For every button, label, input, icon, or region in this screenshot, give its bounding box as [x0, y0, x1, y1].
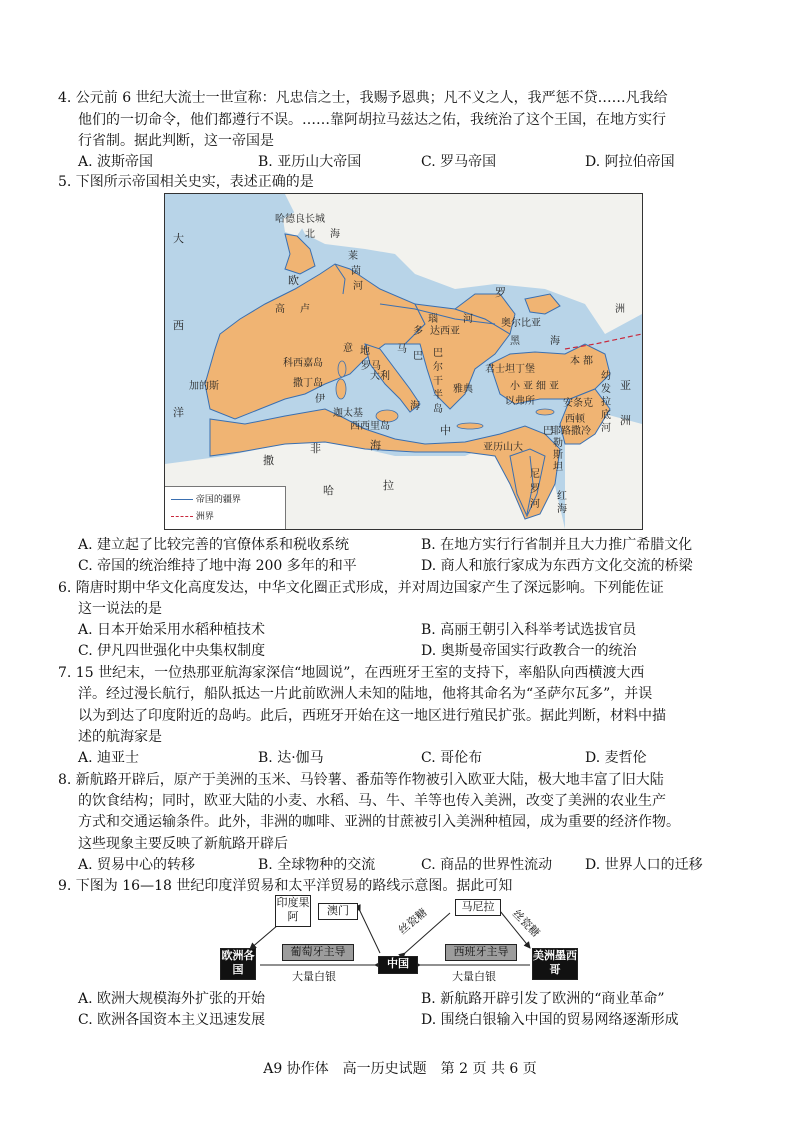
- map-label-ephesus: 以弗所: [505, 396, 535, 407]
- manila-box: 马尼拉: [455, 899, 501, 916]
- legend-continent-border: [171, 509, 214, 522]
- arrow-india-to-europe: [250, 925, 278, 949]
- q7-line-3: 以为到达了印度附近的岛屿。此后，西班牙开始在这一地区进行殖民扩张。据此判断，材料中描: [78, 708, 666, 724]
- map-label-nile-2: 罗: [530, 484, 540, 495]
- map-label-sidon: 西顿: [565, 414, 585, 425]
- q5-stem: 5. 下图所示帝国相关史实，表述正确的是: [58, 174, 314, 190]
- map-label-medit-3: 地: [360, 346, 370, 357]
- map-label-italy-1: 意: [343, 343, 353, 354]
- map-drawing: [165, 194, 642, 529]
- map-label-rhine-3: 河: [353, 281, 363, 292]
- map-label-euphrates-4: 底: [601, 410, 611, 421]
- q8-option-d: D. 世界人口的迁移: [585, 857, 703, 873]
- q7-option-b: B. 达·伽马: [258, 750, 324, 766]
- map-label-jerusalem: 耶路撒冷: [551, 426, 591, 437]
- map-label-asia-minor-4: 亚: [549, 381, 559, 392]
- q5-option-d: D. 商人和旅行家成为东西方文化交流的桥梁: [421, 558, 693, 574]
- map-label-palestine-4: 坦: [553, 462, 563, 473]
- q5-option-c: C. 帝国的统治维持了地中海 200 多年的和平: [78, 558, 357, 574]
- map-label-balkan-3: 干: [433, 376, 443, 387]
- map-label-euphrates-3: 拉: [601, 397, 611, 408]
- map-label-rome: 罗马: [361, 361, 381, 372]
- map-label-atlantic-1: 大: [173, 232, 184, 245]
- map-label-europe: 欧: [288, 274, 299, 287]
- map-label-sahara-1: 撒: [263, 454, 274, 467]
- map-label-asia-minor-3: 细: [536, 381, 546, 392]
- map-label-balkan-5: 岛: [433, 404, 443, 415]
- map-label-palestine-1: 巴: [543, 426, 553, 437]
- corsica-island: [338, 361, 346, 377]
- map-label-cadiz: 加的斯: [189, 381, 219, 392]
- map-label-ita-2: 利: [380, 371, 390, 382]
- map-label-ita-1: 伊: [315, 394, 325, 405]
- legend-continent-label: 洲界: [195, 512, 214, 522]
- q4-option-a: A. 波斯帝国: [78, 154, 154, 170]
- map-label-palestine-3: 斯: [553, 450, 563, 461]
- map-label-pontus-1: 本: [570, 356, 580, 367]
- map-label-danube-2: 瑙: [428, 314, 438, 325]
- map-label-euphrates-2: 发: [601, 384, 611, 395]
- map-label-danube-3: 河: [463, 314, 473, 325]
- continent-boundary-line: [565, 334, 642, 349]
- map-label-black-2: 海: [550, 336, 560, 347]
- q4-line-3: 行省制。据此判断，这一帝国是: [78, 133, 274, 149]
- q6-option-b: B. 高丽王朝引入科举考试选拔官员: [421, 622, 637, 638]
- china-box: 中国: [378, 956, 418, 974]
- q5-option-b: B. 在地方实行行省制并且大力推广希腊文化: [421, 537, 693, 553]
- india-goa-box: 印度果阿: [275, 895, 311, 927]
- map-label-europe-2: 罗: [495, 286, 506, 299]
- q9-stem: 9. 下图为 16—18 世纪印度洋贸易和太平洋贸易的路线示意图。据此可知: [58, 878, 513, 894]
- q7-line-2: 洋。经过漫长航行，船队抵达一片此前欧洲人未知的陆地，他将其命名为“圣萨尔瓦多”，并误: [78, 686, 653, 702]
- legend-empire-border: [171, 492, 241, 505]
- q8-option-c: C. 商品的世界性流动: [421, 857, 553, 873]
- map-label-ma: 马: [397, 344, 407, 355]
- map-label-dacia: 达西亚: [430, 326, 460, 337]
- q6-option-a: A. 日本开始采用水稻种植技术: [78, 622, 266, 638]
- macau-box: 澳门: [318, 903, 358, 920]
- map-label-sea: 海: [410, 401, 420, 412]
- map-label-medit-1: 中: [440, 424, 451, 437]
- map-label-balkan-4: 半: [433, 390, 443, 401]
- spain-led-label: 西班牙主导: [445, 944, 517, 961]
- map-label-athens: 雅典: [453, 384, 473, 395]
- sardinia-island: [336, 379, 346, 399]
- q4-option-c: C. 罗马帝国: [421, 154, 497, 170]
- q9-option-b: B. 新航路开辟引发了欧洲的“商业革命”: [421, 991, 665, 1007]
- map-label-rhine-1: 莱: [348, 251, 358, 262]
- map-label-sahara-2: 哈: [323, 484, 334, 497]
- map-label-euphrates-5: 河: [601, 423, 611, 434]
- q4-option-d: D. 阿拉伯帝国: [585, 154, 675, 170]
- map-label-danube-1: 多: [413, 326, 423, 337]
- map-label-euphrates-1: 幼: [601, 371, 611, 382]
- q7-line-4: 述的航海家是: [78, 729, 162, 745]
- empire-crimea: [525, 294, 560, 314]
- portugal-led-label: 葡萄牙主导: [282, 944, 354, 961]
- empire-britain: [285, 234, 315, 274]
- q6-option-d: D. 奥斯曼帝国实行政教合一的统治: [421, 643, 637, 659]
- map-label-alexandria: 亚历山大: [483, 442, 523, 453]
- q8-line-4: 这些现象主要反映了新航路开辟后: [78, 836, 288, 852]
- map-label-north-sea: 海: [330, 229, 340, 240]
- map-label-carthage: 迦太基: [333, 408, 363, 419]
- map-label-asia-minor-2: 亚: [523, 381, 533, 392]
- map-label-north: 北: [305, 229, 315, 240]
- map-label-gaul-1: 高: [275, 304, 285, 315]
- map-label-medit-2: 海: [370, 439, 381, 452]
- q7-line-1: 7. 15 世纪末，一位热那亚航海家深信“地圆说”，在西班牙王室的支持下，率船队向西横渡大西: [58, 665, 645, 681]
- q7-option-a: A. 迪亚士: [78, 750, 140, 766]
- map-label-zhou: 洲: [615, 304, 625, 315]
- q7-option-c: C. 哥伦布: [421, 750, 483, 766]
- q4-option-b: B. 亚历山大帝国: [258, 154, 362, 170]
- q6-option-c: C. 伊凡四世强化中央集权制度: [78, 643, 266, 659]
- silk-left-label: 丝瓷糖: [396, 905, 430, 937]
- q6-line-2: 这一说法的是: [78, 601, 162, 617]
- map-label-hadrian-wall: 哈德良长城: [275, 214, 325, 225]
- q5-option-a: A. 建立起了比较完善的官僚体系和税收系统: [78, 537, 350, 553]
- map-label-corsica: 科西嘉岛: [283, 358, 323, 369]
- map-label-africa: 非: [310, 442, 321, 455]
- page-footer: A9 协作体 高一历史试题 第 2 页 共 6 页: [263, 1061, 537, 1077]
- map-label-palestine-2: 勒: [553, 438, 563, 449]
- silver-right-label: 大量白银: [452, 970, 496, 983]
- map-label-pontus-2: 都: [583, 356, 593, 367]
- q8-line-1: 8. 新航路开辟后，原产于美洲的玉米、马铃薯、番茄等作物被引入欧亚大陆，极大地丰富了旧大陆: [58, 772, 664, 788]
- q9-option-d: D. 围绕白银输入中国的贸易网络逐渐形成: [421, 1012, 679, 1028]
- q8-option-b: B. 全球物种的交流: [258, 857, 376, 873]
- map-label-antioch: 安条克: [563, 398, 593, 409]
- map-label-rhine-2: 茵: [351, 266, 361, 277]
- q4-line-2: 他们的一切命令，他们都遵行不误。……靠阿胡拉马兹达之佑，我统治了这个王国，在地方实行: [78, 112, 666, 128]
- map-label-asia-1: 亚: [620, 379, 631, 392]
- map-label-sahara-3: 拉: [383, 479, 394, 492]
- america-mexico-box: 美洲墨西哥: [532, 948, 578, 980]
- q8-line-3: 方式和交通运输条件。此外，非洲的咖啡、亚洲的甘蔗被引入美洲种植园，成为重要的经济作物。: [78, 814, 680, 830]
- q9-option-a: A. 欧洲大规模海外扩张的开始: [78, 991, 266, 1007]
- roman-empire-map: [164, 193, 643, 530]
- q7-option-d: D. 麦哲伦: [585, 750, 647, 766]
- silk-right-label: 丝瓷糖: [509, 907, 543, 940]
- map-label-gaul-2: 卢: [300, 304, 310, 315]
- map-label-atlantic-2: 西: [173, 319, 184, 332]
- europe-box: 欧洲各国: [220, 948, 256, 980]
- map-label-asia-2: 洲: [620, 414, 631, 427]
- silver-left-label: 大量白银: [292, 970, 336, 983]
- map-label-asia-minor-1: 小: [510, 381, 520, 392]
- map-label-balkan-2: 尔: [433, 362, 443, 373]
- q6-line-1: 6. 隋唐时期中华文化高度发达，中华文化圈正式形成，并对周边国家产生了深远影响。下列能佐证: [58, 580, 664, 596]
- map-label-black-1: 黑: [510, 336, 520, 347]
- map-label-sardinia: 撒丁岛: [293, 378, 323, 389]
- continent-border-swatch: [171, 516, 193, 517]
- map-label-italy-2: 大: [370, 371, 380, 382]
- q4-line-1: 4. 公元前 6 世纪大流士一世宣称：凡忠信之士，我赐予恩典；凡不义之人，我严惩不贷……凡我给: [58, 90, 668, 106]
- trade-route-diagram: [220, 893, 580, 985]
- map-label-ba: 巴: [413, 351, 423, 362]
- arrow-china-to-macau: [360, 911, 380, 953]
- map-label-atlantic-3: 洋: [173, 406, 184, 419]
- legend-empire-label: 帝国的疆界: [195, 495, 241, 505]
- q8-line-2: 的饮食结构；同时，欧亚大陆的小麦、水稻、马、牛、羊等也传入美洲，改变了美洲的农业生产: [78, 793, 666, 809]
- crete-island: [457, 423, 483, 429]
- map-label-sicily: 西西里岛: [350, 421, 390, 432]
- cyprus-island: [536, 409, 554, 415]
- q9-option-c: C. 欧洲各国资本主义迅速发展: [78, 1012, 266, 1028]
- map-label-red-sea-1: 红: [557, 491, 567, 502]
- empire-border-swatch: [171, 499, 193, 500]
- map-label-nile-1: 尼: [530, 469, 540, 480]
- map-label-red-sea-2: 海: [557, 504, 567, 515]
- map-label-balkan-1: 巴: [433, 348, 443, 359]
- map-label-nile-3: 河: [530, 499, 540, 510]
- map-label-constantinople: 君士坦丁堡: [485, 364, 535, 375]
- map-legend: [165, 486, 286, 529]
- map-label-olbia: 奥尔比亚: [501, 318, 541, 329]
- q8-option-a: A. 贸易中心的转移: [78, 857, 196, 873]
